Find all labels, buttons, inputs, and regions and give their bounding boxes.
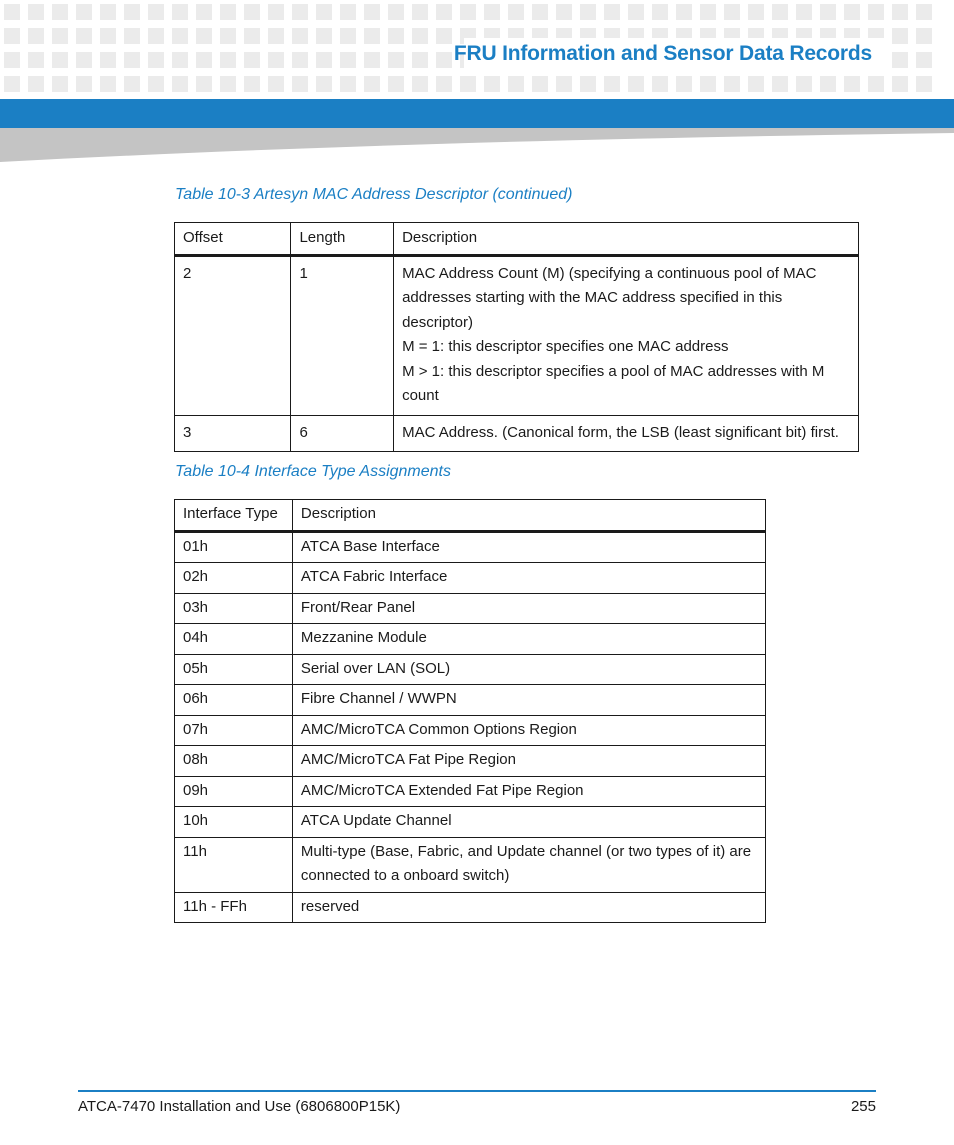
table-row xyxy=(175,807,766,838)
table-row xyxy=(175,776,766,807)
table-row xyxy=(175,654,766,685)
column-header: Offset xyxy=(175,223,291,256)
description-line: MAC Address. (Canonical form, the LSB (least significant bit) first. xyxy=(402,423,839,441)
footer-rule xyxy=(78,1090,876,1092)
interface-type-cell: 07h xyxy=(175,715,293,746)
interface-type-cell: 08h xyxy=(175,746,293,777)
table-row xyxy=(175,624,766,655)
interface-type-cell: 10h xyxy=(175,807,293,838)
table-row xyxy=(175,715,766,746)
header-bar xyxy=(0,99,954,128)
description-line: M > 1: this descriptor specifies a pool of MAC addresses with M count xyxy=(402,362,825,404)
description-cell: ATCA Update Channel xyxy=(292,807,765,838)
table-row xyxy=(175,563,766,594)
table-header-row xyxy=(175,223,859,256)
table-caption: Table 10-4 Interface Type Assignments xyxy=(175,463,451,480)
length-cell: 1 xyxy=(291,255,394,415)
table-header-row xyxy=(175,500,766,532)
table-row xyxy=(175,255,859,415)
table-row xyxy=(175,746,766,777)
mac-descriptor-table xyxy=(174,222,859,452)
interface-type-cell: 09h xyxy=(175,776,293,807)
description-cell xyxy=(394,255,859,415)
table-caption: Table 10-3 Artesyn MAC Address Descriptor (continued) xyxy=(175,186,573,203)
description-cell xyxy=(394,415,859,452)
description-cell: AMC/MicroTCA Common Options Region xyxy=(292,715,765,746)
offset-cell: 3 xyxy=(175,415,291,452)
interface-type-cell: 03h xyxy=(175,593,293,624)
description-line: M = 1: this descriptor specifies one MAC address xyxy=(402,338,729,355)
description-cell: Fibre Channel / WWPN xyxy=(292,685,765,716)
interface-type-cell: 05h xyxy=(175,654,293,685)
table-row xyxy=(175,415,859,452)
interface-type-cell: 01h xyxy=(175,531,293,563)
description-line: MAC Address Count (M) (specifying a continuous pool of MAC addresses starting with the MAC address specified in this descriptor) xyxy=(402,264,817,331)
column-header: Length xyxy=(291,223,394,256)
description-cell: ATCA Base Interface xyxy=(292,531,765,563)
page-title: FRU Information and Sensor Data Records xyxy=(453,42,872,65)
interface-type-cell: 06h xyxy=(175,685,293,716)
table-row xyxy=(175,892,766,923)
description-cell: Multi-type (Base, Fabric, and Update channel (or two types of it) are connected to a onboard switch) xyxy=(292,837,765,892)
description-cell: reserved xyxy=(292,892,765,923)
interface-type-cell: 11h - FFh xyxy=(175,892,293,923)
description-cell: Front/Rear Panel xyxy=(292,593,765,624)
column-header: Description xyxy=(292,500,765,532)
interface-type-table xyxy=(174,499,766,923)
description-cell: AMC/MicroTCA Extended Fat Pipe Region xyxy=(292,776,765,807)
interface-type-cell: 02h xyxy=(175,563,293,594)
table-row xyxy=(175,685,766,716)
description-cell: ATCA Fabric Interface xyxy=(292,563,765,594)
length-cell: 6 xyxy=(291,415,394,452)
interface-type-cell: 04h xyxy=(175,624,293,655)
footer-document-title: ATCA-7470 Installation and Use (6806800P15K) xyxy=(78,1098,401,1115)
page-number: 255 xyxy=(850,1098,876,1115)
table-row xyxy=(175,531,766,563)
table-row xyxy=(175,837,766,892)
column-header: Interface Type xyxy=(175,500,293,532)
offset-cell: 2 xyxy=(175,255,291,415)
header-swoosh xyxy=(0,128,954,164)
table-row xyxy=(175,593,766,624)
description-cell: Mezzanine Module xyxy=(292,624,765,655)
description-cell: AMC/MicroTCA Fat Pipe Region xyxy=(292,746,765,777)
interface-type-cell: 11h xyxy=(175,837,293,892)
column-header: Description xyxy=(394,223,859,256)
description-cell: Serial over LAN (SOL) xyxy=(292,654,765,685)
